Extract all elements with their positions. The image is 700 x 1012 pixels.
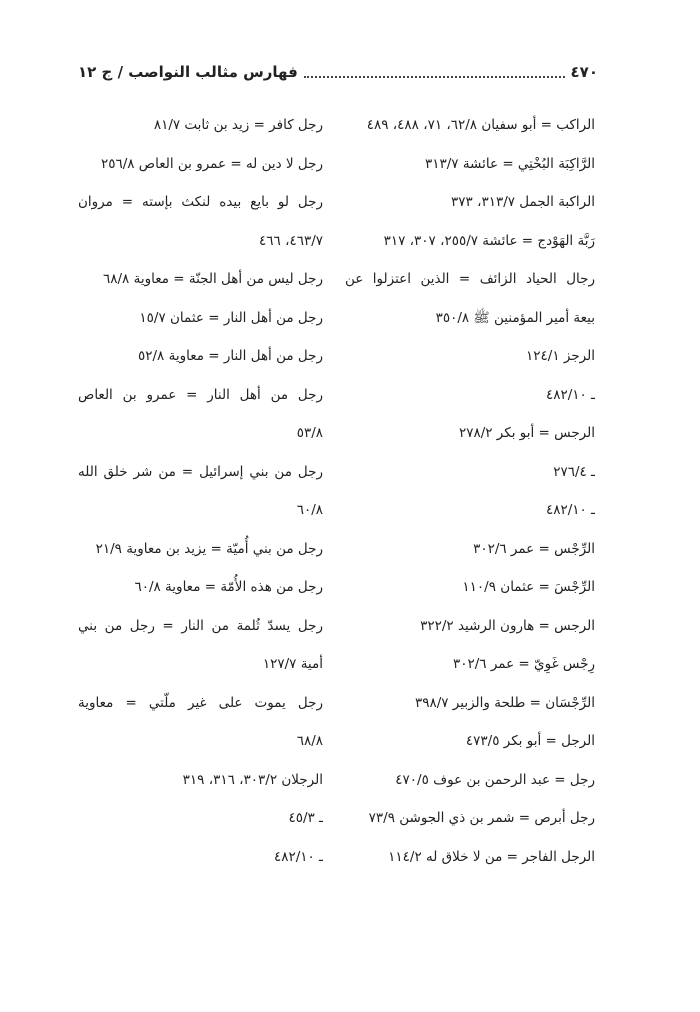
- index-entry: الرجلان ٣٠٣/٢، ٣١٦، ٣١٩: [182, 771, 323, 788]
- index-entry: رجال الحياد الزائف = الذين اعتزلوا عن: [345, 271, 595, 287]
- index-entry: رجل يسدّ ثُلمة من النار = رجل من بني: [78, 617, 323, 634]
- index-entry: ـ ٤٨٢/١٠: [545, 386, 595, 403]
- index-entry: ٦٠/٨: [296, 502, 323, 518]
- index-entry: الرِّجْس = عمر ٣٠٢/٦: [473, 540, 595, 557]
- index-column-left: [78, 106, 323, 876]
- index-entry: رجل من بني إسرائيل = من شر خلق الله: [78, 463, 323, 480]
- index-entry: رَبَّة الهَوْدج = عائشة ٢٥٥/٧، ٣٠٧، ٣١٧: [383, 232, 595, 249]
- index-entry: رجل يموت على غير ملّتي = معاوية: [78, 694, 323, 711]
- index-entry: الراكبة الجمل ٣١٣/٧، ٣٧٣: [451, 194, 595, 210]
- index-entry: رِجْس غَوِيّ = عمر ٣٠٢/٦: [452, 656, 595, 672]
- index-entry: ـ ٢٧٦/٤: [553, 463, 595, 480]
- index-entry: رجل = عبد الرحمن بن عوف ٤٧٠/٥: [395, 771, 595, 788]
- index-entry: رجل لا دين له = عمرو بن العاص ٢٥٦/٨: [100, 155, 323, 172]
- index-entry: الرِّجْسَان = طلحة والزبير ٣٩٨/٧: [414, 694, 595, 711]
- index-entry: الرَّاكِبَة البُخْتِي = عائشة ٣١٣/٧: [424, 155, 595, 172]
- index-entry: الرجس = أبو بكر ٢٧٨/٢: [458, 425, 595, 441]
- running-title: فهارس مثالب النواصب / ج ١٢: [78, 63, 298, 81]
- index-entry: الرجز ١٢٤/١: [526, 348, 595, 364]
- index-entry: ٤٦٣/٧، ٤٦٦: [259, 232, 323, 249]
- index-entry: رجل كافر = زيد بن ثابت ٨١/٧: [153, 117, 323, 133]
- index-entry: أمية ١٢٧/٧: [262, 656, 323, 672]
- index-column-right: [345, 106, 595, 876]
- index-entry: رجل من هذه الأُمّة = معاوية ٦٠/٨: [134, 579, 323, 595]
- index-entry: الرِّجْسَ = عثمان ١١٠/٩: [462, 579, 595, 595]
- index-entry: رجل من أهل النار = معاوية ٥٢/٨: [137, 348, 323, 364]
- index-entry: الراكب = أبو سفيان ٦٢/٨، ٧١، ٤٨٨، ٤٨٩: [366, 117, 595, 133]
- header-leader-dots: [304, 76, 565, 78]
- index-entry: ـ ٤٨٢/١٠: [545, 502, 595, 518]
- index-entry: ٦٨/٨: [296, 733, 323, 749]
- index-entry: ـ ٤٨٢/١٠: [273, 848, 323, 865]
- page-header: [78, 58, 598, 86]
- index-entry: الرجل الفاجر = من لا خلاق له ١١٤/٢: [388, 848, 595, 865]
- index-entry: رجل من بني أُميّة = يزيد بن معاوية ٢١/٩: [95, 540, 323, 557]
- index-entry: ٥٣/٨: [296, 425, 323, 441]
- index-entry: ـ ٤٥/٣: [288, 810, 323, 826]
- page-number: ٤٧٠: [570, 63, 598, 81]
- index-entry: رجل من أهل النار = عثمان ١٥/٧: [139, 309, 323, 326]
- index-entry: رجل من أهل النار = عمرو بن العاص: [78, 386, 323, 403]
- index-entry: بيعة أمير المؤمنين ﷺ ٣٥٠/٨: [435, 309, 595, 326]
- index-entry: رجل أبرص = شمر بن ذي الجوشن ٧٣/٩: [368, 810, 595, 826]
- index-entry: رجل ليس من أهل الجنّة = معاوية ٦٨/٨: [102, 271, 323, 287]
- index-entry: الرجس = هارون الرشيد ٣٢٢/٢: [420, 617, 595, 634]
- index-entry: الرجل = أبو بكر ٤٧٣/٥: [465, 733, 595, 749]
- index-entry: رجل لو بايع بيده لنكث بإسته = مروان: [78, 194, 323, 210]
